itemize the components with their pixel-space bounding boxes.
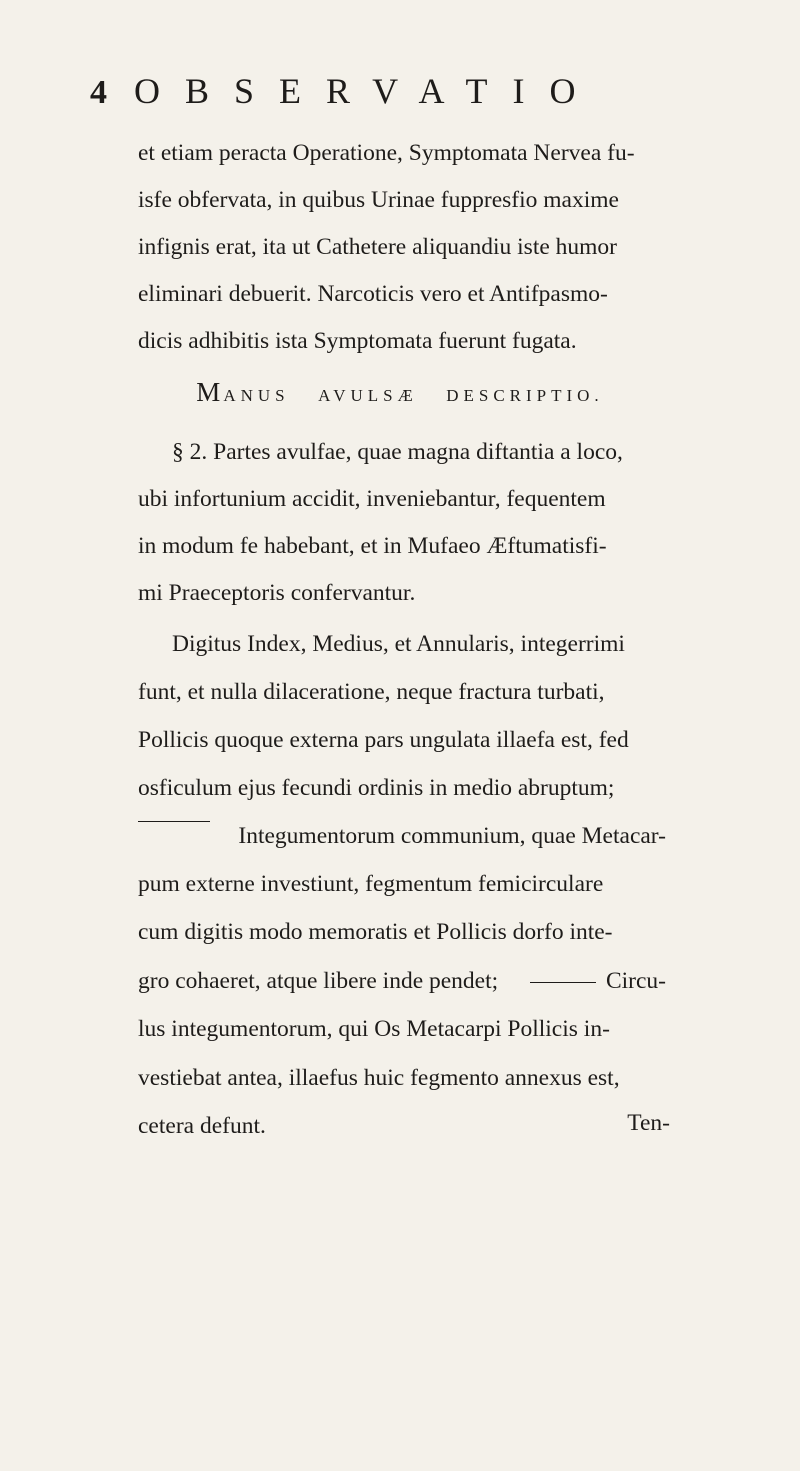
text-line-content: lus integumentorum, qui Os Metacarpi Pollicis in- bbox=[138, 1016, 610, 1042]
text-line bbox=[138, 869, 666, 899]
text-line-content: osficulum ejus fecundi ordinis in medio abruptum; bbox=[138, 775, 615, 801]
text-line bbox=[138, 821, 666, 851]
text-line-content: cetera defunt. bbox=[138, 1113, 266, 1139]
text-line-content: mi Praeceptoris confervantur. bbox=[138, 580, 416, 606]
text-line-content: in modum fe habebant, et in Mufaeo Æftumatisfi- bbox=[138, 533, 607, 559]
text-line-content: gro cohaeret, atque libere inde pendet; bbox=[138, 968, 499, 994]
text-line-content: vestiebat antea, illaefus huic fegmento annexus est, bbox=[138, 1065, 620, 1091]
text-line-content: ubi infortunium accidit, inveniebantur, fequentem bbox=[138, 486, 606, 512]
text-line bbox=[138, 917, 666, 947]
text-line-content: cum digitis modo memoratis et Pollicis dorfo inte- bbox=[138, 919, 613, 945]
text-line-content: Pollicis quoque externa pars ungulata illaefa est, fed bbox=[138, 727, 629, 753]
text-line-content: § 2. Partes avulfae, quae magna diftantia a loco, bbox=[172, 439, 623, 465]
heading-word: DESCRIPTIO. bbox=[446, 386, 604, 405]
heading-word: ANUS bbox=[223, 386, 290, 405]
text-line-content: Integumentorum communium, quae Metacar- bbox=[238, 823, 666, 849]
text-line bbox=[172, 629, 666, 659]
text-line bbox=[138, 484, 666, 514]
text-line bbox=[138, 773, 666, 803]
text-line bbox=[138, 531, 666, 561]
em-dash bbox=[530, 982, 596, 983]
text-line bbox=[138, 279, 666, 309]
text-line bbox=[138, 138, 666, 168]
page-number: 4 bbox=[90, 74, 107, 111]
text-line bbox=[138, 966, 666, 996]
text-line-content: Digitus Index, Medius, et Annularis, integerrimi bbox=[172, 631, 625, 657]
em-dash bbox=[138, 821, 210, 851]
text-line-content: pum externe investiunt, fegmentum femicirculare bbox=[138, 871, 604, 897]
text-line bbox=[138, 1014, 666, 1044]
text-line-content: funt, et nulla dilaceratione, neque fractura turbati, bbox=[138, 679, 605, 705]
heading-word: AVULSÆ bbox=[318, 386, 418, 405]
text-line bbox=[172, 437, 666, 467]
text-line-content: et etiam peracta Operatione, Symptomata Nervea fu- bbox=[138, 140, 635, 166]
page-header bbox=[90, 70, 710, 120]
text-line bbox=[138, 232, 666, 262]
running-title: OBSERVATIO bbox=[134, 71, 601, 111]
text-line bbox=[138, 677, 666, 707]
catchword: Ten- bbox=[627, 1110, 670, 1136]
text-line bbox=[138, 185, 666, 215]
line-end bbox=[530, 966, 666, 996]
text-line-content: isfe obfervata, in quibus Urinae fuppresfio maxime bbox=[138, 187, 619, 213]
text-line-content: Circu- bbox=[605, 968, 666, 994]
section-heading bbox=[0, 377, 800, 408]
text-line bbox=[138, 1063, 666, 1093]
heading-initial: M bbox=[196, 377, 224, 407]
text-line-content: eliminari debuerit. Narcoticis vero et Antifpasmo- bbox=[138, 281, 608, 307]
text-line-content: infignis erat, ita ut Cathetere aliquandiu iste humor bbox=[138, 234, 618, 260]
text-line bbox=[138, 725, 666, 755]
text-line-content: dicis adhibitis ista Symptomata fuerunt fugata. bbox=[138, 328, 577, 354]
